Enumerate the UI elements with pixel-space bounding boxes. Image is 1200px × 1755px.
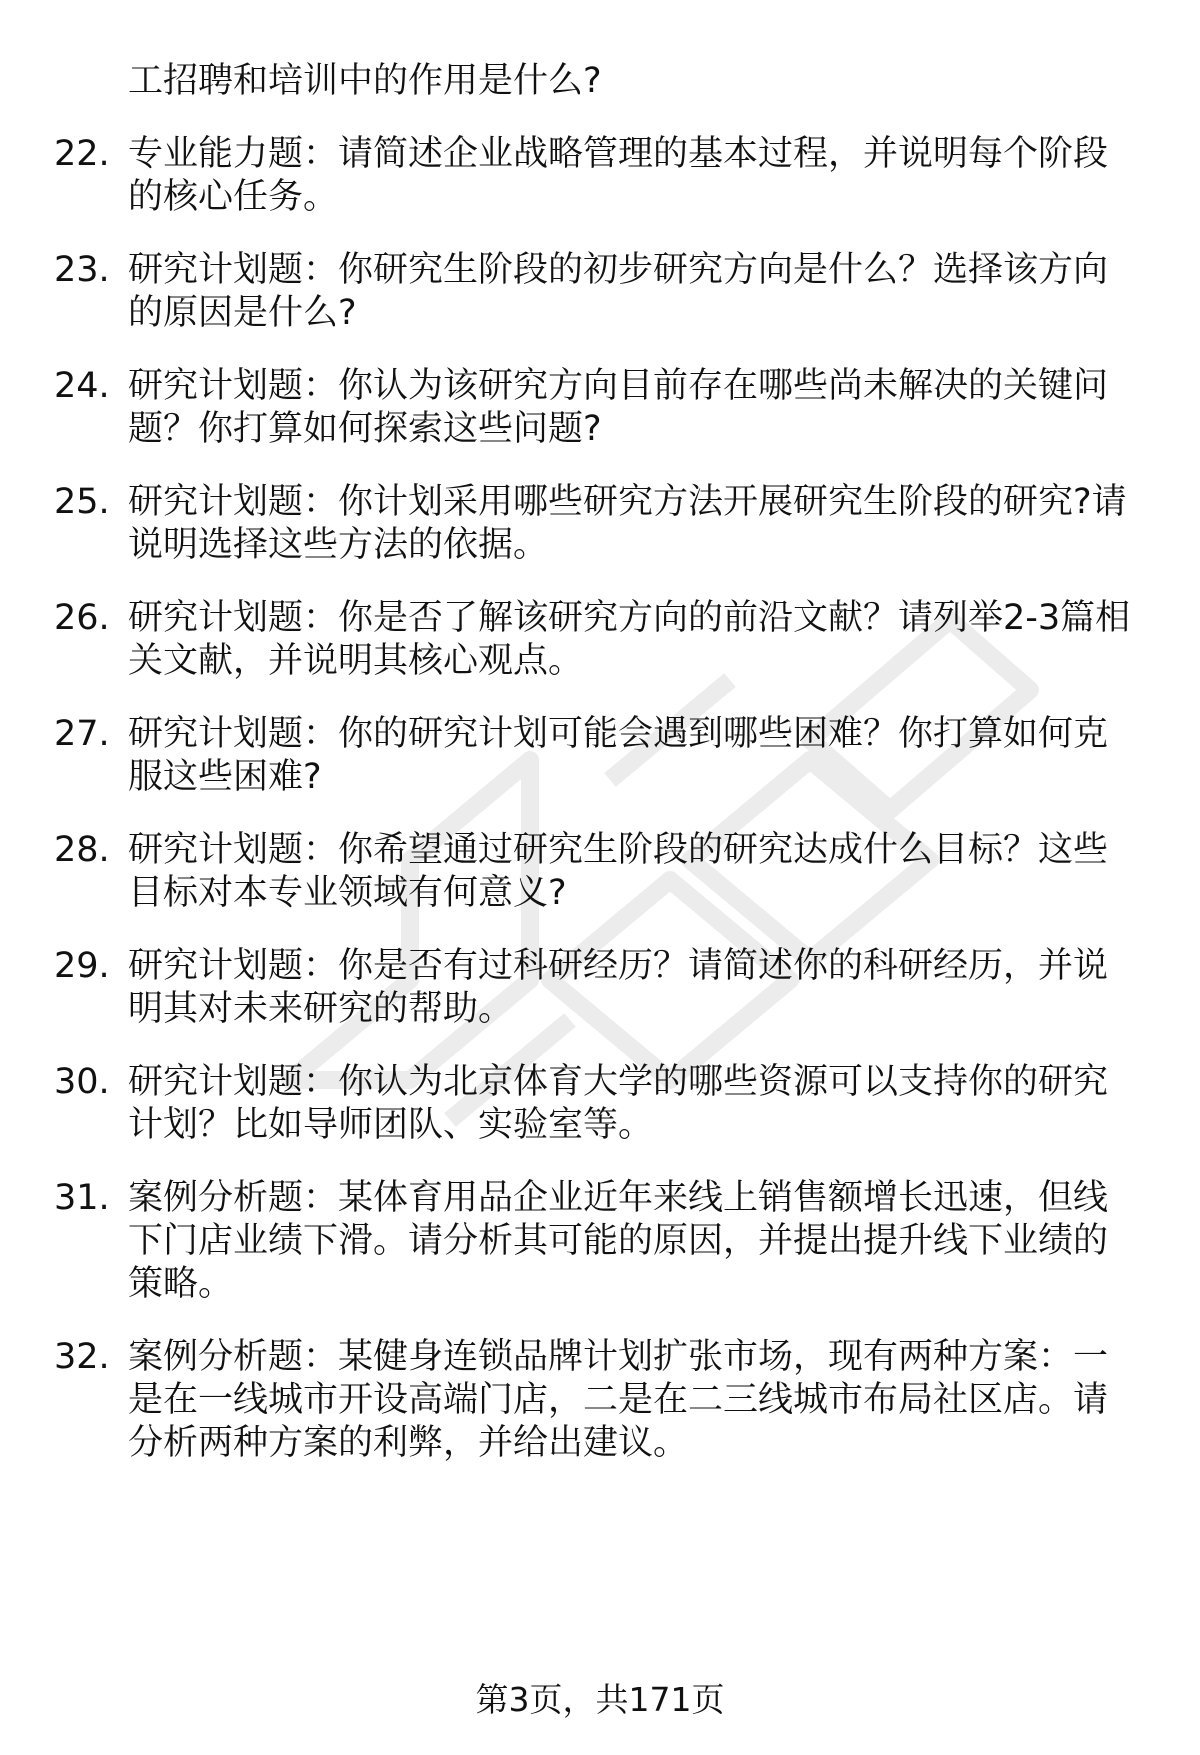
question-number: 26. xyxy=(54,598,110,638)
question-text: 研究计划题：你认为北京体育大学的哪些资源可以支持你的研究计划？比如导师团队、实验室等。 xyxy=(128,1062,1109,1145)
question-text: 案例分析题：某体育用品企业近年来线上销售额增长迅速，但线下门店业绩下滑。请分析其可能的原因，并提出提升线下业绩的策略。 xyxy=(128,1178,1109,1304)
question-item xyxy=(0,481,1200,567)
question-item xyxy=(0,365,1200,451)
question-number: 22. xyxy=(54,134,110,174)
question-number: 30. xyxy=(54,1062,110,1102)
question-number: 32. xyxy=(54,1337,110,1377)
continuation-text: 工招聘和培训中的作用是什么? xyxy=(128,61,602,101)
question-text: 研究计划题：你计划采用哪些研究方法开展研究生阶段的研究?请说明选择这些方法的依据。 xyxy=(128,482,1127,565)
question-number: 27. xyxy=(54,714,110,754)
question-text: 研究计划题：你认为该研究方向目前存在哪些尚未解决的关键问题？你打算如何探索这些问题? xyxy=(128,366,1109,449)
question-item xyxy=(0,945,1200,1031)
question-item xyxy=(0,829,1200,915)
document-content xyxy=(0,60,1200,1495)
question-item xyxy=(0,249,1200,335)
question-text: 案例分析题：某健身连锁品牌计划扩张市场，现有两种方案：一是在一线城市开设高端门店，二是在二三线城市布局社区店。请分析两种方案的利弊，并给出建议。 xyxy=(128,1337,1109,1463)
question-number: 29. xyxy=(54,946,110,986)
question-item xyxy=(0,133,1200,219)
question-item xyxy=(0,713,1200,799)
question-number: 24. xyxy=(54,366,110,406)
question-number: 31. xyxy=(54,1178,110,1218)
question-number: 28. xyxy=(54,830,110,870)
question-number: 23. xyxy=(54,250,110,290)
question-item xyxy=(0,1336,1200,1465)
question-number: 25. xyxy=(54,482,110,522)
question-text: 研究计划题：你希望通过研究生阶段的研究达成什么目标？这些目标对本专业领域有何意义? xyxy=(128,830,1109,913)
page-footer: 第3页，共171页 xyxy=(475,1680,725,1719)
question-text: 研究计划题：你是否有过科研经历？请简述你的科研经历，并说明其对未来研究的帮助。 xyxy=(128,946,1109,1029)
question-text: 研究计划题：你是否了解该研究方向的前沿文献？请列举2-3篇相关文献，并说明其核心观点。 xyxy=(128,598,1131,681)
question-text: 研究计划题：你研究生阶段的初步研究方向是什么？选择该方向的原因是什么? xyxy=(128,250,1109,333)
question-item xyxy=(0,597,1200,683)
question-item xyxy=(0,1177,1200,1306)
question-item xyxy=(0,1061,1200,1147)
question-text: 专业能力题：请简述企业战略管理的基本过程，并说明每个阶段的核心任务。 xyxy=(128,134,1109,217)
question-text: 研究计划题：你的研究计划可能会遇到哪些困难？你打算如何克服这些困难? xyxy=(128,714,1109,797)
